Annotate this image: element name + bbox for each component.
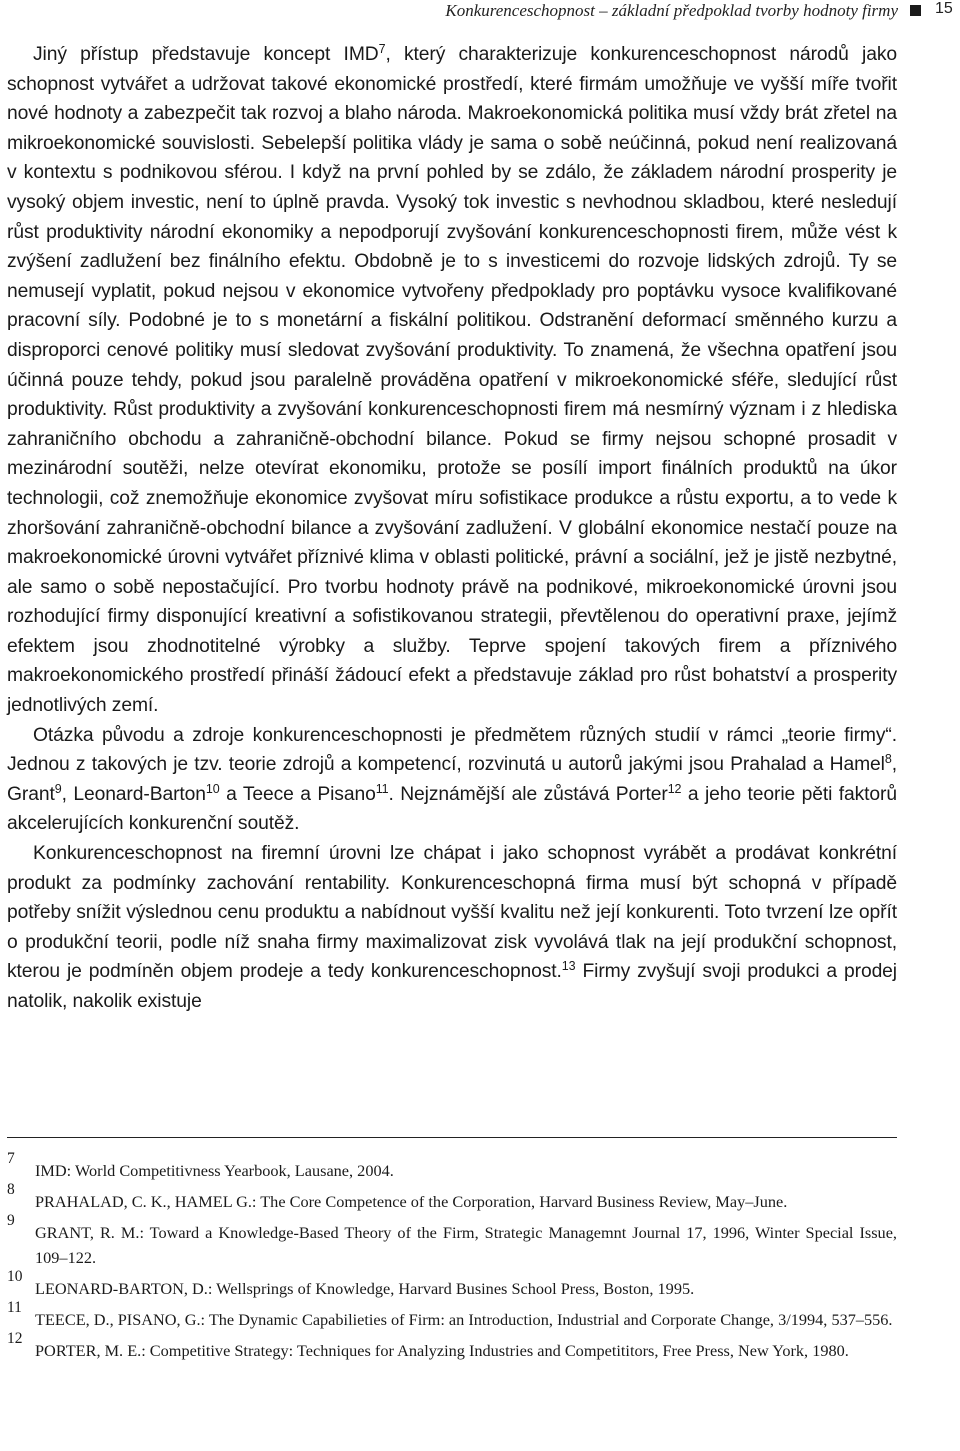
footnote-ref-13: 13: [561, 959, 576, 974]
footnote-text: IMD: World Competitivness Yearbook, Lausane, 2004.: [35, 1161, 394, 1180]
paragraph-1: [7, 40, 897, 721]
footnote-number: 10: [7, 1268, 23, 1285]
page-header: [0, 0, 960, 26]
footnote-11: [7, 1299, 897, 1332]
footnote-ref-12: 12: [667, 781, 682, 796]
footnote-number: 8: [7, 1181, 15, 1198]
text-run: Konkurenceschopnost na firemní úrovni lze chápat i jako schopnost vyrábět a prodávat konkrétní produkt za podmínky zachování rentability. Konkurenceschopná firma musí být schopná v případě potřeby snížit výslednou cenu produktu a nabídnout vyšší kvalitu než její konkurenti. Toto tvrzení lze opřít o produkční teorii, podle níž snaha firmy maximalizovat zisk vyvolává tlak na její produkční schopnost, kterou je podmíněn objem prodeje a tedy konkurenceschopnost.: [7, 843, 897, 983]
main-text: [7, 40, 897, 1017]
footnote-ref-7: 7: [378, 42, 386, 56]
footnote-7: [7, 1150, 897, 1183]
footnote-divider: [7, 1137, 897, 1138]
footnote-text: PORTER, M. E.: Competitive Strategy: Techniques for Analyzing Industries and Competititors, Free Press, New York, 1980.: [35, 1341, 849, 1360]
text-run: a jeho teorie pěti faktorů akcelerujících konkurenční soutěž.: [7, 783, 898, 835]
footnote-number: 9: [7, 1212, 15, 1229]
running-title: Konkurenceschopnost – základní předpoklad tvorby hodnoty firmy: [445, 1, 898, 20]
footnote-number: 12: [7, 1330, 23, 1347]
text-run: , který charakterizuje konkurenceschopnost národů jako schopnost vytvářet a udržovat takové ekonomické prostředí, které firmám umožňuje ve vyšší míře tvořit nové hodnoty a zabezpečit tak rozvoj a blaho národa. Makroekonomická politika musí vždy brát zřetel na mikroekonomické souvislosti. Sebelepší politika vlády je sama o sobě neúčinná, pokud není realizovaná v kontextu s podnikovou sférou. I když na první pohled by se zdálo, že základem národní prosperity je vysoký objem investic, není to úplně pravda. Vysoký tok investic s nevhodnou skladbou, které nesledují růst produktivity národní ekonomiky a nepodporují zvyšování konkurenceschopnosti firem, může vést k zvýšení zadlužení bez finálního efektu. Obdobně je to s investicemi do rozvoje lidských zdrojů. Ty se nemusejí vyplatit, pokud nejsou v ekonomice vytvořeny předpoklady pro poptávku vysoce kvalifikované pracovní síly. Podobné je to s monetární a fiskální politikou. Odstranění deformací směnného kurzu a disproporci cenové politiky musí sledovat zvyšování produktivity. To znamená, že všechna opatření jsou účinná pouze tehdy, pokud jsou paralelně prováděna opatření v mikroekonomické sféře, sledující růst produktivity. Růst produktivity a zvyšování konkurenceschopnosti firem má nesmírný význam i z hlediska zahraničního obchodu a zahraničně-obchodní bilance. Pokud se firmy nejsou schopné prosadit v mezinárodní soutěži, nelze otevírat ekonomiku, protože se posílí import finálních produktů na úkor technologii, což znemožňuje ekonomice zvyšovat míru sofistikace produkce a růstu exportu, a to vede k zhoršování zahraničně-obchodní bilance a zvyšování zadlužení. V globální ekonomice nestačí pouze na makroekonomické úrovni vytvářet příznivé klima v oblasti politické, právní a sociální, jež je jistě nezbytné, ale samo o sobě nepostačující. Pro tvorbu hodnoty právě na podnikové, mikroekonomické úrovni jsou rozhodující firmy disponující kreativní a sofistikovanou strategii, převtělenou do operativní praxe, jejímž efektem jsou zhodnotitelné výrobky a služby. Teprve spojení takových firem a příznivého makroekonomického prostředí přináší žádoucí efekt a představuje základ pro růst bohatství a prosperity jednotlivých zemí.: [7, 44, 897, 717]
text-run: Jiný přístup představuje koncept IMD: [33, 44, 379, 65]
footnote-10: [7, 1268, 897, 1301]
paragraph-2: [7, 721, 897, 839]
footnote-text: TEECE, D., PISANO, G.: The Dynamic Capabilieties of Firm: an Introduction, Industrial and Corporate Change, 3/1994, 537–556.: [35, 1310, 893, 1329]
text-run: Firmy zvyšují svoji produkci a prodej natolik, nakolik existuje: [7, 961, 897, 1012]
footnote-text: LEONARD-BARTON, D.: Wellsprings of Knowledge, Harvard Busines School Press, Boston, 1995.: [35, 1279, 695, 1298]
text-run: a Teece a Pisano: [219, 783, 376, 805]
footnotes: [7, 1150, 897, 1369]
footnote-ref-8: 8: [884, 752, 892, 767]
text-run: , Leonard-Barton: [61, 783, 206, 805]
footnote-ref-10: 10: [205, 781, 220, 796]
footnote-number: 7: [7, 1150, 15, 1167]
text-run: . Nejznámější ale zůstává Porter: [388, 783, 668, 805]
footnote-ref-11: 11: [375, 781, 389, 796]
footnote-8: [7, 1181, 897, 1214]
footnote-text: GRANT, R. M.: Toward a Knowledge-Based Theory of the Firm, Strategic Managemnt Journal 17, 1996, Winter Special Issue, 109–122.: [35, 1223, 897, 1267]
footnote-9: [7, 1212, 897, 1270]
footnote-12: [7, 1330, 897, 1363]
page-number: 15: [935, 0, 953, 17]
paragraph-3: [7, 839, 897, 1017]
text-run: , Grant: [7, 754, 897, 805]
footnote-ref-9: 9: [54, 781, 62, 796]
footnote-text: PRAHALAD, C. K., HAMEL G.: The Core Competence of the Corporation, Harvard Business Review, May–June.: [35, 1192, 788, 1211]
square-bullet-icon: [910, 5, 921, 16]
text-run: Otázka původu a zdroje konkurenceschopnosti je předmětem různých studií v rámci „teorie firmy“. Jednou z takových je tzv. teorie zdrojů a kompetencí, rozvinutá u autorů jakými jsou Prahalad a Hamel: [7, 724, 897, 776]
footnote-number: 11: [7, 1299, 22, 1316]
